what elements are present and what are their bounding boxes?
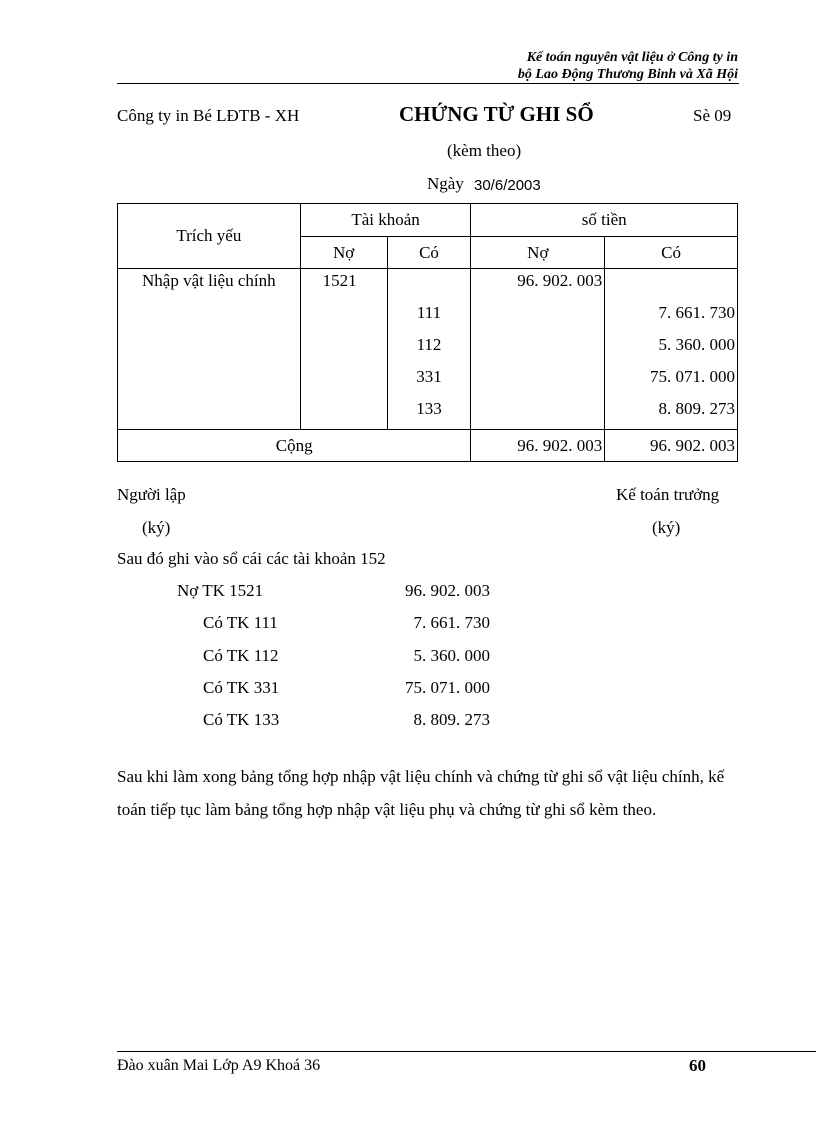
running-header-line1: Kế toán nguyên vật liệu ở Công ty in bbox=[526, 50, 738, 65]
running-header-line2: bộ Lao Động Thương Binh và Xã Hội bbox=[517, 67, 738, 82]
total-credit: 96. 902. 003 bbox=[605, 430, 738, 462]
page-title: CHỨNG TỪ GHI SỔ bbox=[399, 102, 594, 126]
ledger-intro: Sau đó ghi vào sổ cái các tài khoản 152 bbox=[117, 549, 386, 568]
header-account: Tài khoản bbox=[300, 204, 471, 237]
debit-amount: 96. 902. 003 bbox=[517, 271, 603, 290]
ledger-entry-label: Có TK 133 bbox=[203, 710, 280, 729]
credit-amount: 75. 071. 000 bbox=[650, 367, 735, 386]
credit-amount: 7. 661. 730 bbox=[658, 303, 735, 322]
footer-author: Đào xuân Mai Lớp A9 Khoá 36 bbox=[117, 1057, 321, 1074]
cell-credit-accounts bbox=[387, 269, 471, 430]
ledger-entry-amount: 96. 902. 003 bbox=[405, 581, 490, 600]
voucher-table bbox=[117, 203, 738, 462]
ledger-entry-amount: 75. 071. 000 bbox=[405, 678, 490, 697]
total-row bbox=[118, 430, 738, 462]
page-number: 60 bbox=[689, 1056, 706, 1075]
ledger-entry-amount: 7. 661. 730 bbox=[413, 613, 490, 632]
header-amount-debit: Nợ bbox=[471, 237, 605, 269]
ledger-entry-label: Có TK 331 bbox=[203, 678, 280, 697]
credit-amount: 8. 809. 273 bbox=[658, 399, 735, 418]
header-summary: Trích yếu bbox=[118, 204, 301, 269]
cell-credit-amounts bbox=[605, 269, 738, 430]
header-rule bbox=[117, 83, 739, 84]
table-row bbox=[118, 269, 738, 430]
header-amount: số tiền bbox=[471, 204, 738, 237]
cell-debit-account bbox=[300, 269, 387, 430]
footer-rule bbox=[117, 1051, 816, 1052]
voucher-number: Sè 09 bbox=[693, 106, 732, 125]
chief-accountant-sign: (ký) bbox=[652, 518, 681, 537]
cell-debit-amount bbox=[471, 269, 605, 430]
credit-amount: 5. 360. 000 bbox=[658, 335, 735, 354]
credit-account: 112 bbox=[416, 335, 442, 354]
body-paragraph: Sau khi làm xong bảng tổng hợp nhập vật liệu chính và chứng từ ghi sổ vật liệu chính, kế toán tiếp tục làm bảng tổng hợp nhập vật liệu phụ và chứng từ ghi sổ kèm theo. bbox=[117, 767, 725, 819]
total-label: Cộng bbox=[118, 430, 471, 462]
date-value: 30/6/2003 bbox=[474, 177, 541, 194]
preparer-label: Người lập bbox=[117, 485, 186, 504]
ledger-entry-amount: 8. 809. 273 bbox=[413, 710, 490, 729]
header-account-credit: Có bbox=[387, 237, 471, 269]
ledger-entry-label: Nợ TK 1521 bbox=[177, 581, 264, 600]
subtitle: (kèm theo) bbox=[447, 141, 522, 160]
ledger-entry-label: Có TK 112 bbox=[203, 646, 279, 665]
summary-text: Nhập vật liệu chính bbox=[142, 271, 276, 290]
header-amount-credit: Có bbox=[605, 237, 738, 269]
total-debit: 96. 902. 003 bbox=[471, 430, 605, 462]
credit-account: 111 bbox=[416, 303, 442, 322]
debit-account: 1521 bbox=[322, 271, 357, 290]
cell-summary bbox=[118, 269, 301, 430]
credit-account: 133 bbox=[416, 399, 442, 418]
ledger-entry-label: Có TK 111 bbox=[203, 613, 278, 632]
preparer-sign: (ký) bbox=[142, 518, 171, 537]
header-account-debit: Nợ bbox=[300, 237, 387, 269]
chief-accountant-label: Kế toán trưởng bbox=[616, 485, 720, 504]
credit-account: 331 bbox=[416, 367, 442, 386]
ledger-entry-amount: 5. 360. 000 bbox=[413, 646, 490, 665]
company-name: Công ty in Bé LĐTB - XH bbox=[117, 106, 300, 125]
date-label: Ngày bbox=[427, 174, 464, 193]
